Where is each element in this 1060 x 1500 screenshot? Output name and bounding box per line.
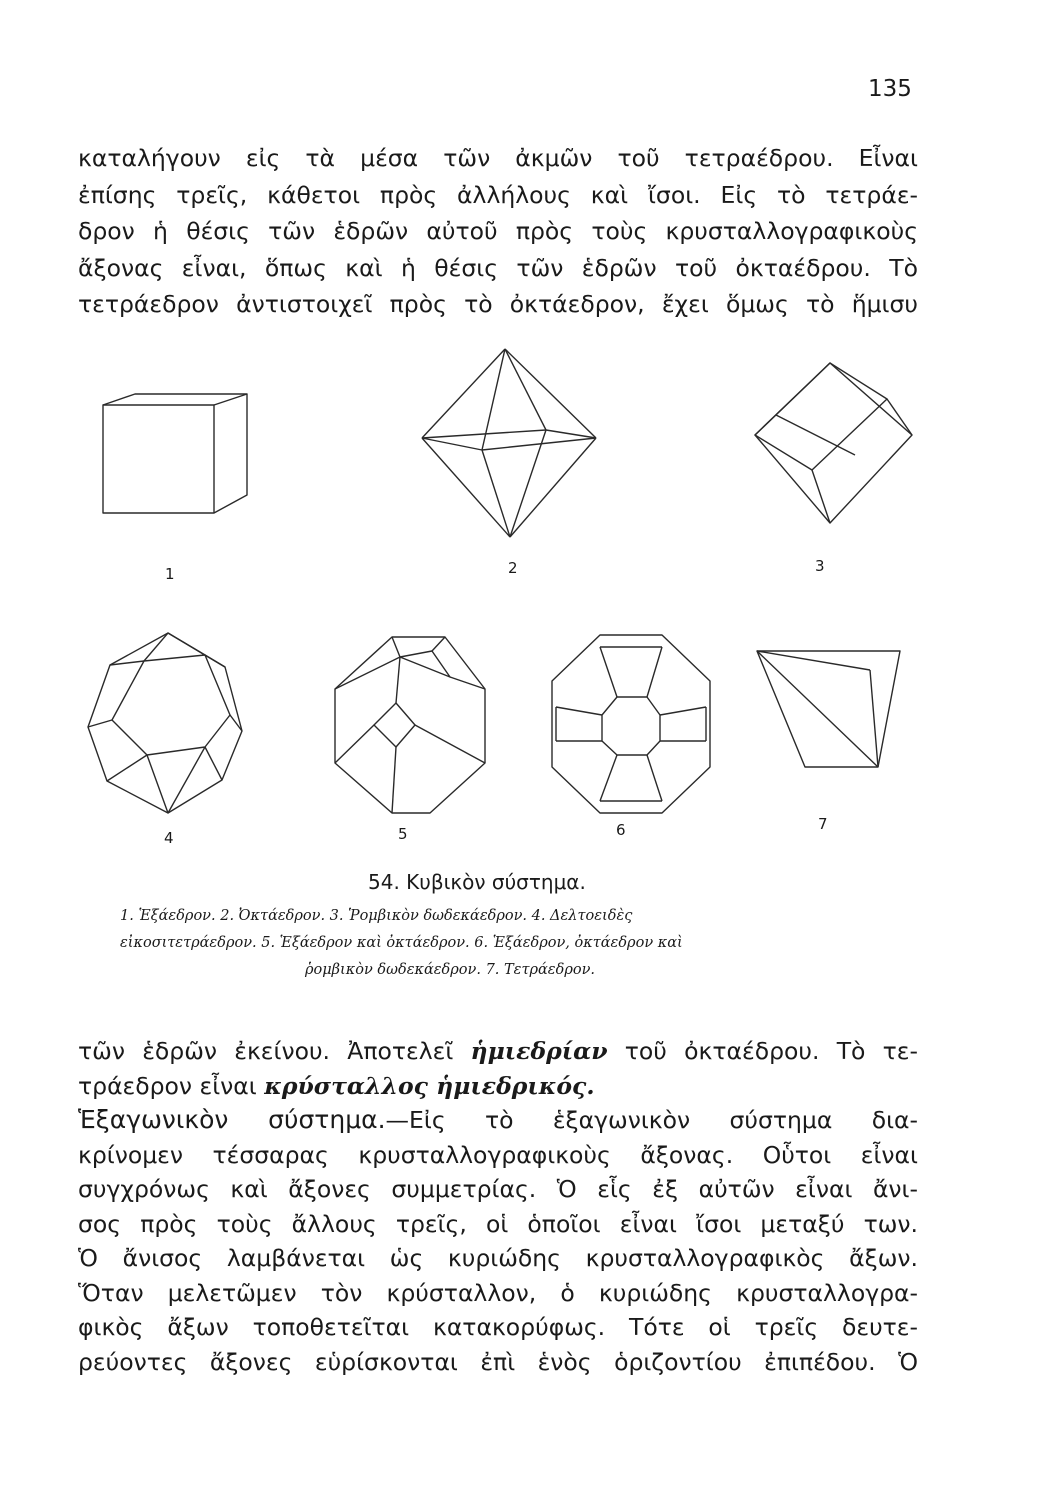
text-line: συγχρόνως καὶ ἄξονες συμμετρίας. Ὁ εἷς ἐξ αὐτῶν εἶναι ἄνι- bbox=[78, 1175, 918, 1203]
emphasized-term: κρύσταλλος ἡμιεδρικός. bbox=[264, 1071, 595, 1100]
text-line: ρεύοντες ἄξονες εὑρίσκονται ἐπὶ ἑνὸς ὁριζοντίου ἐπιπέδου. Ὁ bbox=[78, 1347, 918, 1376]
text-span: τοῦ ὀκταέδρου. Τὸ τε- bbox=[607, 1037, 918, 1065]
text-line: Ὅταν μελετῶμεν τὸν κρύσταλλον, ὁ κυριώδης κρυσταλλογρα- bbox=[78, 1278, 918, 1307]
bottom-paragraph bbox=[78, 1034, 918, 1379]
figure-caption-title: 54. Κυβικὸν σύστημα. bbox=[368, 870, 586, 894]
caption-line: 1. Ἑξάεδρον. 2. Ὀκτάεδρον. 3. Ῥομβικὸν δωδεκάεδρον. 4. Δελτοειδὲς bbox=[120, 908, 633, 924]
deltoid-icositetrahedron-figure bbox=[88, 633, 242, 813]
text-line: σος πρὸς τοὺς ἄλλους τρεῖς, οἱ ὁποῖοι εἶναι ἴσοι μεταξύ των. bbox=[78, 1209, 918, 1238]
text-line: τετράεδρον ἀντιστοιχεῖ πρὸς τὸ ὀκτάεδρον, ἔχει ὅμως τὸ ἥμισυ bbox=[78, 290, 918, 318]
figure-number: 6 bbox=[616, 821, 626, 839]
rhombic-dodecahedron-figure bbox=[755, 363, 912, 523]
figure-number: 4 bbox=[164, 829, 174, 847]
caption-line: ῥομβικὸν δωδεκάεδρον. 7. Τετράεδρον. bbox=[305, 962, 595, 978]
text-span: —Εἰς τὸ ἑξαγωνικὸν σύστημα δια- bbox=[385, 1106, 918, 1134]
top-paragraph bbox=[78, 140, 918, 323]
cube-figure bbox=[103, 394, 247, 513]
cube-octahedron-figure bbox=[335, 637, 485, 813]
text-line: κρίνομεν τέσσαρας κρυσταλλογραφικοὺς ἄξονας. Οὗτοι εἶναι bbox=[78, 1140, 918, 1169]
figure-number: 1 bbox=[165, 565, 175, 583]
combined-crystal-figure bbox=[552, 635, 710, 813]
text-line: φικὸς ἄξων τοποθετεῖται κατακορύφως. Τότε οἱ τρεῖς δευτε- bbox=[78, 1313, 918, 1341]
tetrahedron-figure bbox=[757, 651, 900, 767]
text-span: τῶν ἑδρῶν ἐκείνου. Ἀποτελεῖ bbox=[78, 1037, 471, 1065]
section-title: Ἑξαγωνικὸν σύστημα. bbox=[78, 1105, 386, 1134]
figure-number: 7 bbox=[818, 815, 828, 833]
text-line: Ὁ ἄνισος λαμβάνεται ὡς κυριώδης κρυσταλλογραφικὸς ἄξων. bbox=[78, 1244, 918, 1272]
crystal-drawings bbox=[0, 335, 1060, 895]
emphasized-term: ἡμιεδρίαν bbox=[470, 1037, 608, 1065]
text-span: τράεδρον εἶναι bbox=[78, 1071, 265, 1100]
figure-number: 2 bbox=[508, 559, 518, 577]
text-line: ἄξονας εἶναι, ὅπως καὶ ἡ θέσις τῶν ἑδρῶν τοῦ ὀκταέδρου. Τὸ bbox=[78, 253, 918, 282]
text-line: καταλήγουν εἰς τὰ μέσα τῶν ἀκμῶν τοῦ τετραέδρου. Εἶναι bbox=[78, 144, 918, 172]
octahedron-figure bbox=[422, 349, 596, 537]
text-line: δρον ἡ θέσις τῶν ἑδρῶν αὐτοῦ πρὸς τοὺς κρυσταλλογραφικοὺς bbox=[78, 217, 918, 245]
text-line bbox=[78, 1103, 918, 1138]
text-line: ἐπίσης τρεῖς, κάθετοι πρὸς ἀλλήλους καὶ ἴσοι. Εἰς τὸ τετράε- bbox=[78, 180, 918, 209]
caption-line: εἰκοσιτετράεδρον. 5. Ἑξάεδρον καὶ ὀκτάεδρον. 6. Ἑξάεδρον, ὀκτάεδρον καὶ bbox=[120, 935, 683, 951]
figure-caption-legend bbox=[120, 903, 900, 984]
figure-number: 3 bbox=[815, 557, 825, 575]
text-line bbox=[78, 1034, 918, 1069]
text-line bbox=[78, 1069, 918, 1104]
crystal-figures bbox=[0, 335, 1060, 895]
page-number: 135 bbox=[868, 76, 912, 102]
figure-number: 5 bbox=[398, 825, 408, 843]
